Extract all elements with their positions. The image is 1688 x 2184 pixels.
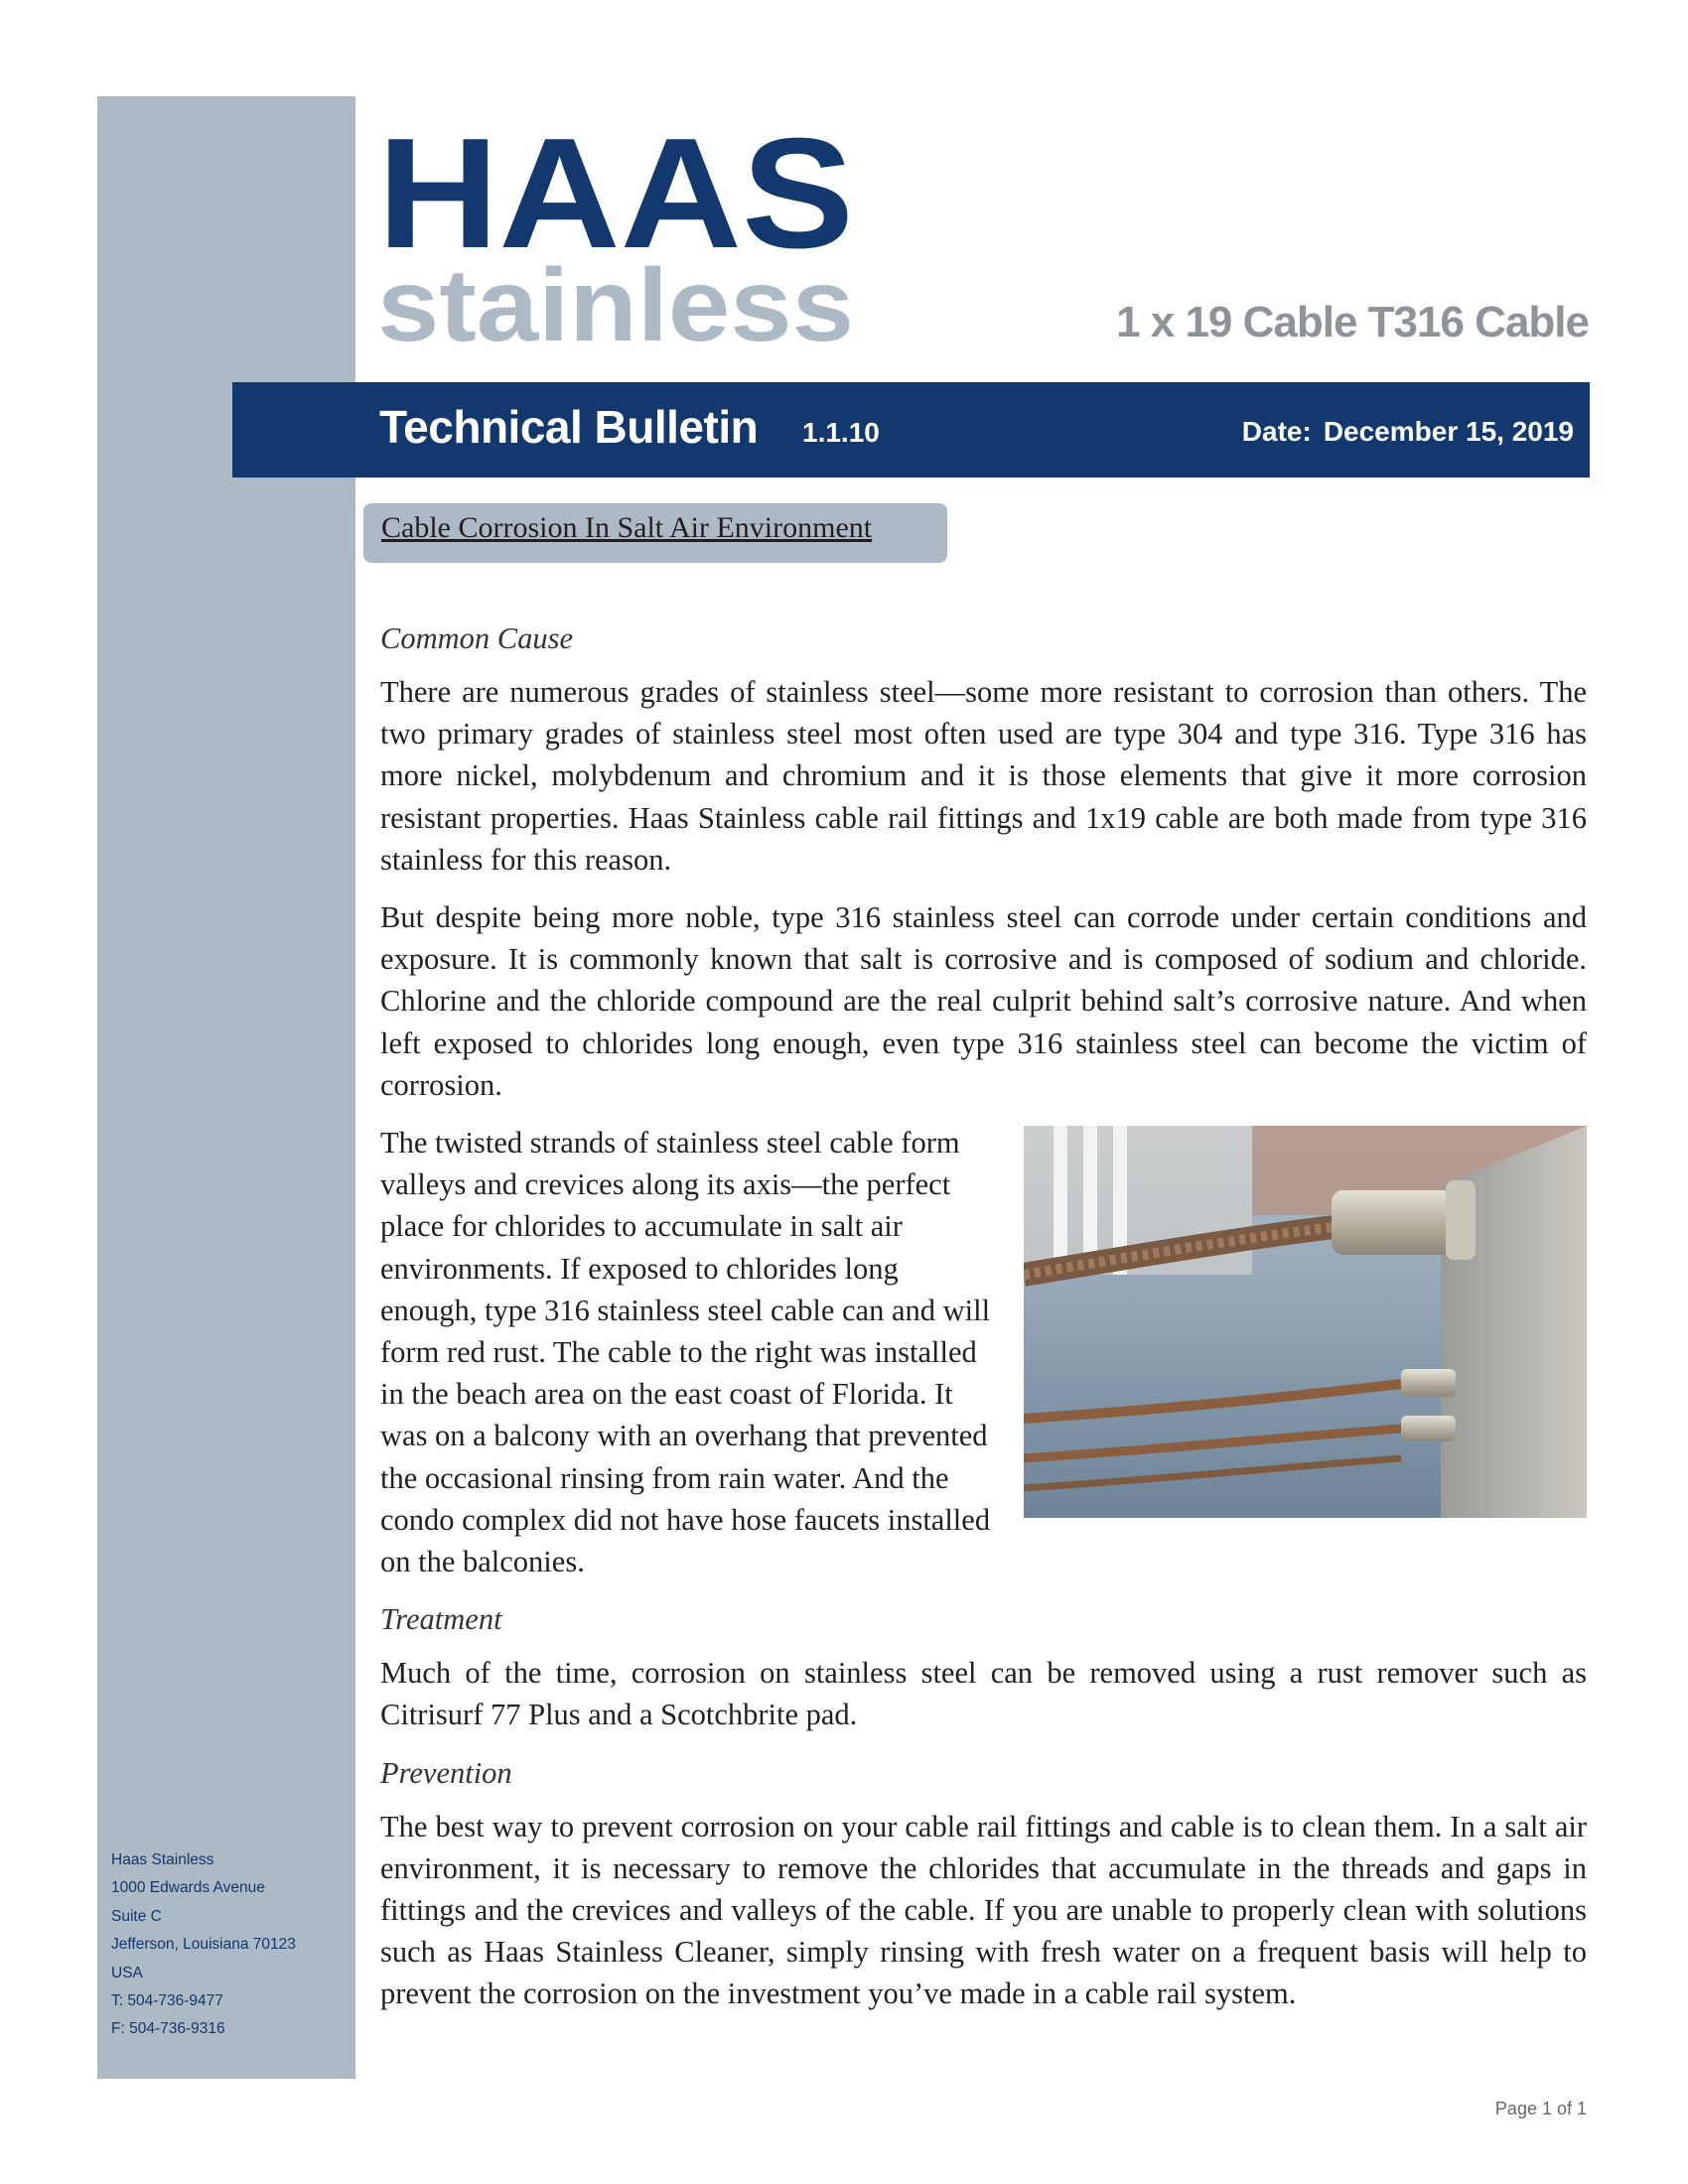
subject-title: 1 x 19 Cable T316 Cable [1116,298,1589,346]
bulletin-banner [232,382,1590,478]
bulletin-body [380,617,1587,2031]
bulletin-title: Technical Bulletin [379,401,759,453]
date-value: December 15, 2019 [1323,416,1574,447]
address-line: T: 504-736-9477 [111,1992,223,2010]
bulletin-number: 1.1.10 [802,417,880,448]
section-heading-treatment: Treatment [380,1602,502,1637]
date-label: Date: [1241,416,1312,447]
topic-title: Cable Corrosion In Salt Air Environment [381,511,873,544]
address-line: Jefferson, Louisiana 70123 [111,1936,296,1954]
address-line: 1000 Edwards Avenue [111,1879,265,1897]
address-line: Suite C [111,1907,162,1925]
company-address [111,1846,350,2044]
haas-stainless-logo [377,124,874,352]
paragraph: Much of the time, corrosion on stainless steel can be removed using a rust remover such as Citrisurf 77 Plus and a Scotchbrite pad. [380,1656,1587,1732]
paragraph: But despite being more noble, type 316 stainless steel can corrode under certain conditions and exposure. It is commonly known that salt is corrosive and is composed of sodium and chloride. Chlorine and the chloride compound are the real culprit behind salt’s corrosive nature. And when left exposed to chlorides long enough, even type 316 stainless steel can become the victim of corrosion. [380,900,1587,1102]
address-line: Haas Stainless [111,1851,214,1868]
topic-box [363,503,947,563]
bulletin-date [1242,416,1574,448]
paragraph: The twisted strands of stainless steel cable form valleys and crevices along its axis—the perfect place for chlorides to accumulate in salt air environments. If exposed to chlorides long enough, type 316 stainless steel cable can and will form red rust. The cable to the right was installed in the beach area on the east coast of Florida. It was on a balcony with an overhang that prevented the occasional rinsing from rain water. And the condo complex did not have hose faucets installed on the balconies. [380,1126,991,1579]
address-line: F: 504-736-9316 [111,2020,225,2038]
paragraph: The best way to prevent corrosion on your cable rail fittings and cable is to clean them. In a salt air environment, it is necessary to remove the chlorides that accumulate in the threads and gaps in fittings and the crevices and valleys of the cable. If you are unable to properly clean with solutions such as Haas Stainless Cleaner, simply rinsing with fresh water on a frequent basis will help to prevent the corrosion on the investment you’ve made in a cable rail system. [380,1809,1587,2011]
section-heading-common-cause: Common Cause [380,621,574,655]
page-number: Page 1 of 1 [1494,2099,1587,2118]
logo-word-stainless: stainless [377,248,854,352]
section-heading-prevention: Prevention [380,1755,512,1790]
logo-word-haas: HAAS [377,124,854,281]
address-line: USA [111,1964,143,1981]
paragraph: There are numerous grades of stainless steel—some more resistant to corrosion than others. The two primary grades of stainless steel most often used are type 304 and type 316. Type 316 has more nickel, molybdenum and chromium and it is those elements that give it more corrosion resistant properties. Haas Stainless cable rail fittings and 1x19 cable are both made from type 316 stainless for this reason. [380,675,1587,877]
corroded-cable-photo [1024,1126,1587,1518]
